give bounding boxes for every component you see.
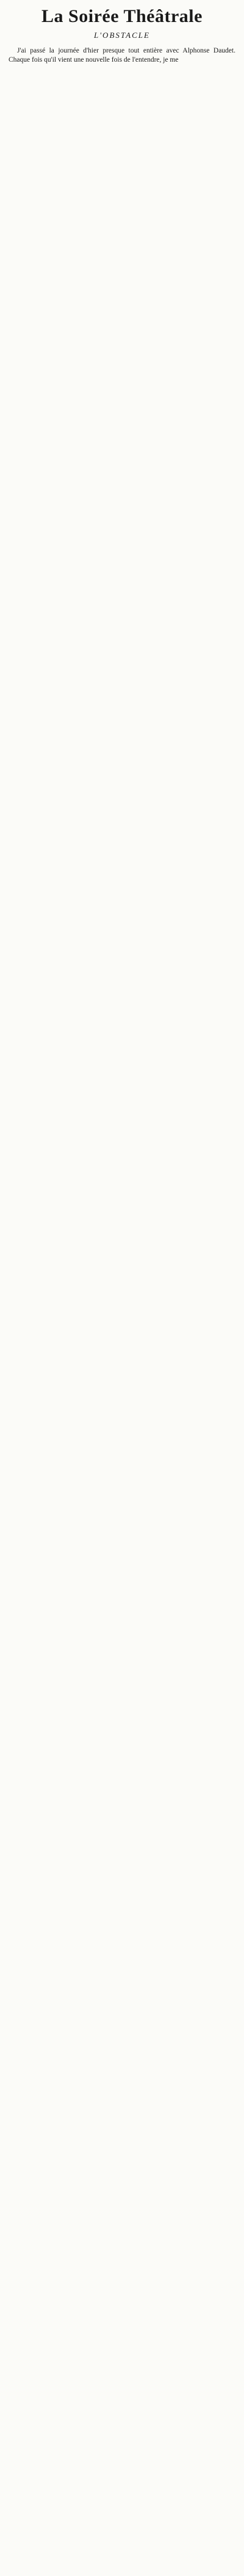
article-body — [9, 46, 235, 65]
article-subheading: L'OBSTACLE — [94, 31, 150, 40]
article-paragraph: J'ai passé la journée d'hier presque tout entière avec Alphonse Daudet. Chaque fois qu'il vient une nouvelle fois de l'entendre, je me — [9, 47, 235, 64]
article-headline: La Soirée Théâtrale — [41, 6, 203, 26]
